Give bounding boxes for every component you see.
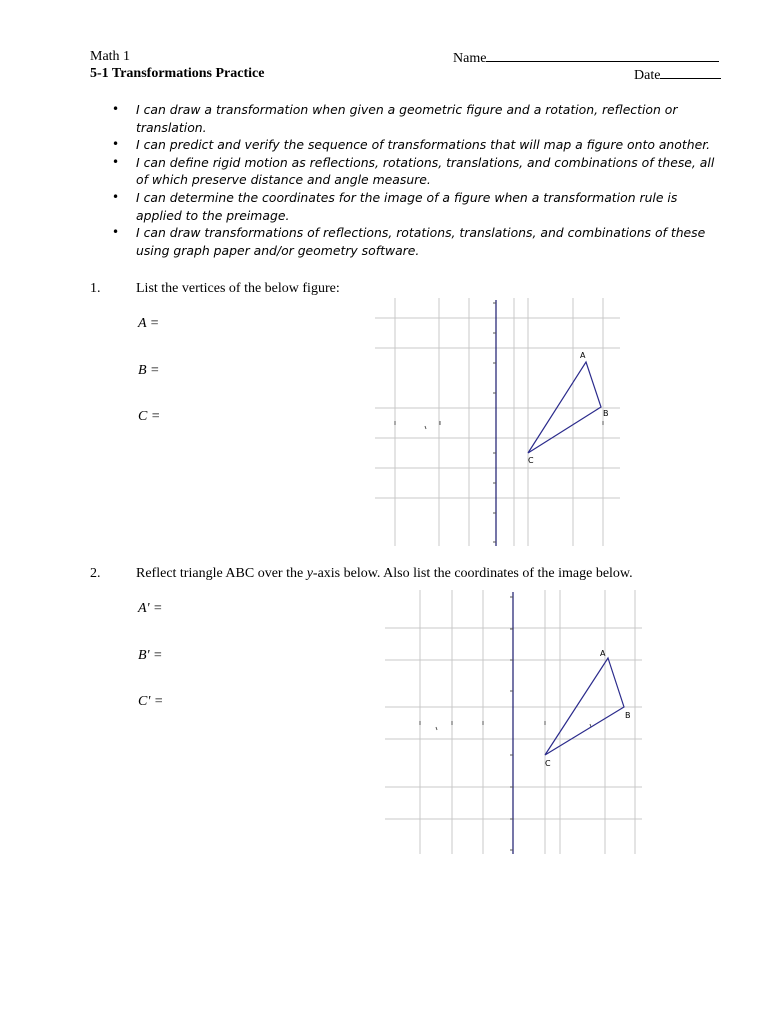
bullet-icon: • [112, 225, 120, 240]
worksheet-title: 5-1 Transformations Practice [90, 66, 265, 81]
answer-b-label[interactable]: B = [138, 363, 160, 378]
answer-c-label[interactable]: C = [138, 409, 161, 424]
course-label: Math 1 [90, 49, 131, 64]
answer-a-label[interactable]: A = [138, 316, 160, 331]
name-field[interactable] [453, 49, 719, 67]
graph-2-vertex-a-label: A [600, 649, 606, 658]
graph-1 [370, 298, 625, 548]
graph-1-grid [375, 298, 620, 546]
bullet-icon: • [112, 189, 120, 204]
graph-2-vertex-c-label: C [545, 759, 551, 768]
name-blank[interactable] [486, 49, 719, 62]
objective-item: • I can define rigid motion as reflections, rotations, translations, and combinations of these, all of which preserve distance and angle measure. [112, 154, 715, 188]
question-1-text: List the vertices of the below figure: [136, 281, 340, 296]
date-label: Date [634, 68, 661, 83]
objective-item: • I can draw a transformation when given a geometric figure and a rotation, reflection or translation. [112, 102, 678, 135]
bullet-icon: • [112, 102, 120, 116]
graph-1-vertex-c-label: C [528, 456, 534, 465]
objective-item: • I can draw transformations of reflections, rotations, translations, and combinations of these using graph paper and/or geometry software. [112, 225, 706, 258]
answer-b-prime-label[interactable]: B' = [138, 648, 163, 663]
question-2-text: Reflect triangle ABC over the y-axis below. Also list the coordinates of the image below. [136, 566, 633, 581]
name-label: Name [453, 51, 487, 66]
answer-c-prime-label[interactable]: C' = [138, 694, 164, 709]
answer-a-prime-label[interactable]: A' = [138, 601, 163, 616]
graph-2-vertex-b-label: B [625, 711, 631, 720]
question-1-number: 1. [90, 281, 101, 296]
graph-2[interactable] [380, 590, 645, 856]
objective-item: • I can determine the coordinates for the image of a figure when a transformation rule is applied to the preimage. [112, 189, 678, 223]
graph-1-vertex-b-label: B [603, 409, 609, 418]
date-blank[interactable] [660, 66, 721, 79]
graph-1-vertex-a-label: A [580, 351, 586, 360]
bullet-icon: • [112, 137, 120, 152]
bullet-icon: • [112, 154, 120, 169]
objectives-list [112, 101, 722, 259]
question-2-number: 2. [90, 566, 101, 581]
objective-item: • I can predict and verify the sequence of transformations that will map a figure onto another. [112, 137, 711, 153]
graph-1-ticks [395, 303, 603, 542]
date-field[interactable] [634, 66, 721, 84]
